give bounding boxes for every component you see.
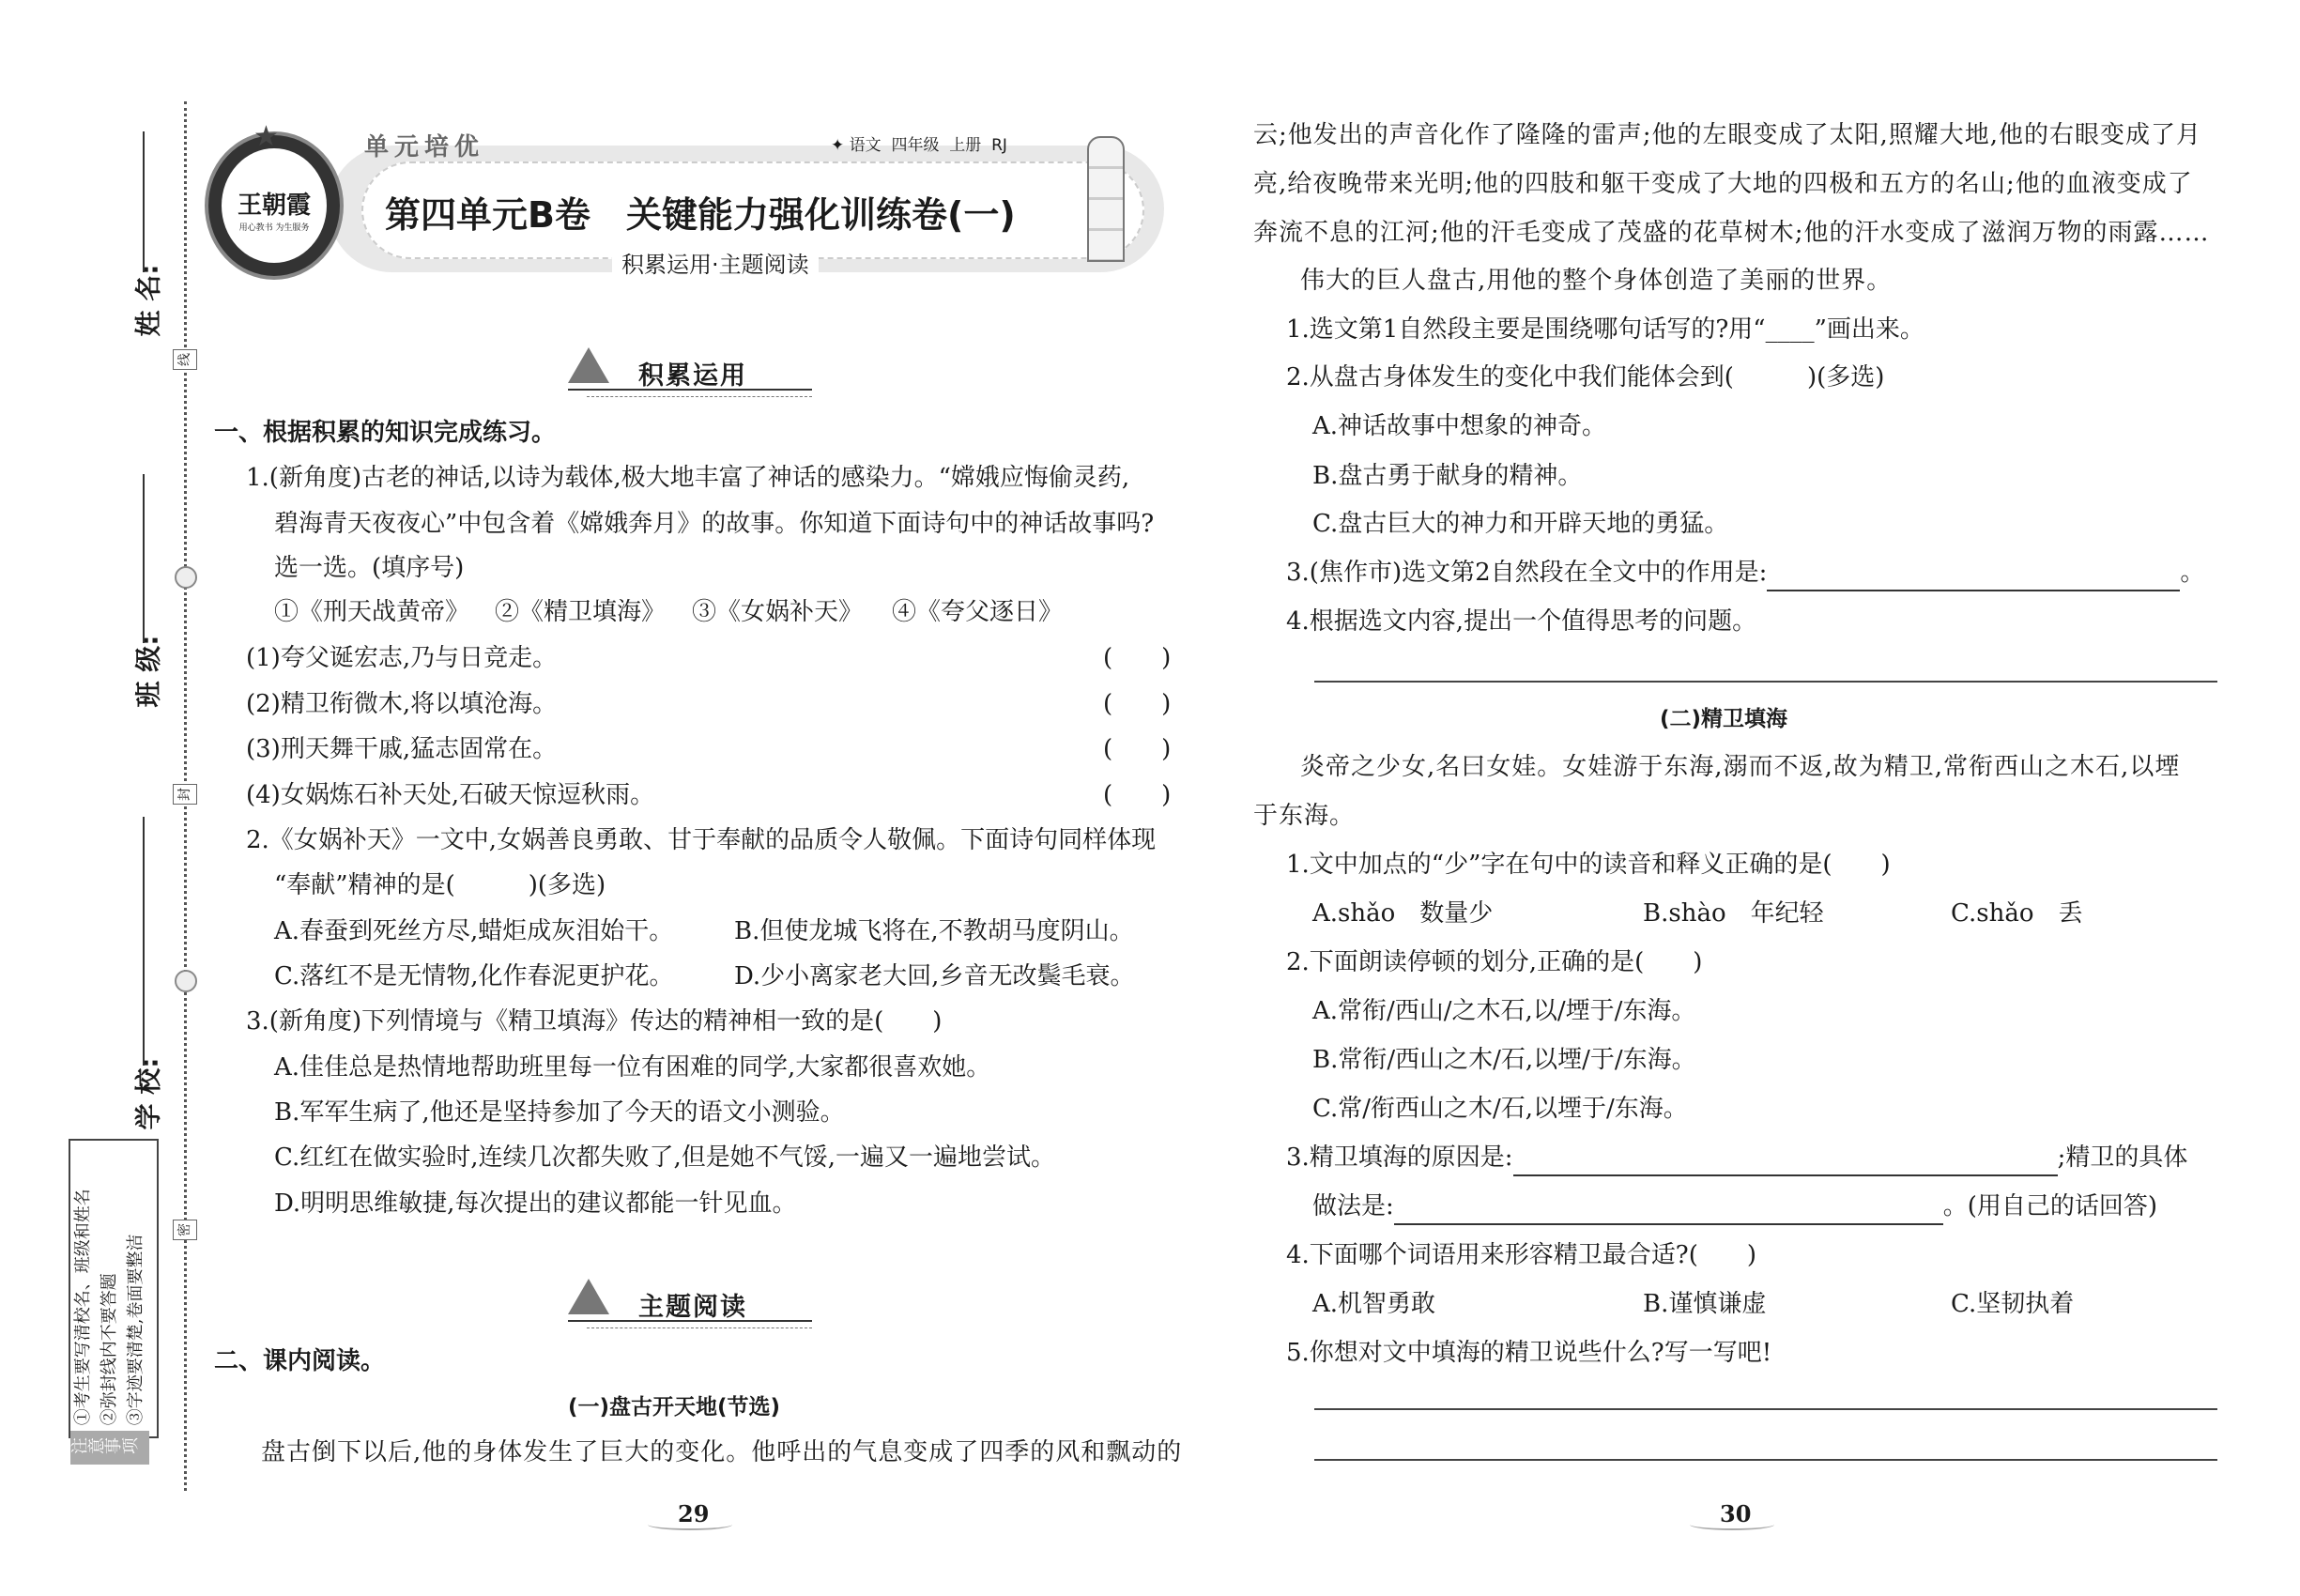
p2-q1: 1.文中加点的“少”字在句中的读音和释义正确的是( ) — [1286, 851, 1891, 879]
q3-option: B.军军生病了,他还是坚持参加了今天的语文小测验。 — [274, 1098, 845, 1127]
series-label: 单元培优 — [364, 133, 485, 161]
sailboat-icon — [568, 1279, 609, 1314]
q1-item: (1)夸父诞宏志,乃与日竞走。 — [246, 644, 558, 672]
q1-item: (2)精卫衔微木,将以填沧海。 — [246, 690, 558, 718]
page-ornament — [1690, 1519, 1774, 1530]
notice-item: ②弥封线内不要答题 — [100, 1273, 119, 1426]
answer-line[interactable] — [1314, 681, 2217, 683]
p2-q2-option: B.常衔/西山之木/石,以堙/于/东海。 — [1312, 1046, 1696, 1074]
answer-blank[interactable]: ( ) — [1103, 781, 1172, 809]
school-label: 学 校: — [132, 1057, 164, 1130]
passage1-text: 亮,给夜晚带来光明;他的四肢和躯干变成了大地的四极和五方的名山;他的血液变成了 — [1253, 170, 2193, 198]
brand-logo — [205, 131, 344, 280]
sparkle-icon: ✦ — [831, 136, 850, 155]
p2-q1-option: A.shǎo 数量少 — [1312, 899, 1494, 928]
name-field[interactable] — [143, 131, 145, 272]
page-subtitle: 积累运用·主题阅读 — [612, 246, 819, 279]
notice-item: ③字迹要清楚,卷面要整洁 — [126, 1234, 146, 1426]
page-title: 第四单元B卷 关键能力强化训练卷(一) — [385, 194, 1016, 236]
q2-text: 2.《女娲补天》一文中,女娲善良勇敢、甘于奉献的品质令人敬佩。下面诗句同样体现 — [246, 826, 1157, 854]
q3-text: 3.(新角度)下列情境与《精卫填海》传达的精神相一致的是( ) — [246, 1007, 943, 1036]
q2-option: A.春蚕到死丝方尽,蜡炬成灰泪始干。 — [274, 917, 674, 945]
seal-mark-xian: 线 — [173, 349, 197, 370]
q2-option: C.落红不是无情物,化作春泥更护花。 — [274, 962, 674, 990]
p2-q5: 5.你想对文中填海的精卫说些什么?写一写吧! — [1286, 1339, 1772, 1367]
q2-option: D.少小离家老大回,乡音无改鬓毛衰。 — [734, 962, 1135, 990]
binding-hole-icon — [175, 566, 197, 589]
answer-line[interactable] — [1513, 1146, 2058, 1176]
seal-mark-mi: 密 — [173, 1220, 197, 1240]
notice-box — [69, 1139, 159, 1457]
p2-q4-option: C.坚韧执着 — [1951, 1290, 2075, 1318]
passage1-text: 奔流不息的江河;他的汗毛变成了茂盛的花草树木;他的汗水变成了滋润万物的雨露…… — [1253, 219, 2210, 247]
passage2-text: 炎帝之少女,名曰女娃。女娃游于东海,溺而不返,故为精卫,常衔西山之木石,以堙 — [1300, 753, 2181, 781]
q3-option: C.红红在做实验时,连续几次都失败了,但是她不气馁,一遍又一遍地尝试。 — [274, 1143, 1056, 1172]
p2-q4-option: A.机智勇敢 — [1312, 1290, 1436, 1318]
q3-option: A.佳佳总是热情地帮助班里每一位有困难的同学,大家都很喜欢她。 — [274, 1053, 991, 1082]
q1-option: ③《女娲补天》 — [692, 598, 864, 626]
p1-q2: 2.从盘古身体发生的变化中我们能体会到( )(多选) — [1286, 363, 1885, 391]
p2-q4: 4.下面哪个词语用来形容精卫最合适?( ) — [1286, 1241, 1757, 1269]
passage2-text: 于东海。 — [1253, 802, 1356, 830]
answer-blank[interactable]: ( ) — [1103, 644, 1172, 672]
q1-option: ④《夸父逐日》 — [892, 598, 1064, 626]
page-number: 29 — [678, 1500, 710, 1527]
name-label: 姓 名: — [132, 264, 164, 337]
q2-option: B.但使龙城飞将在,不教胡马度阴山。 — [734, 917, 1134, 945]
p2-q3-cont: 做法是: 。(用自己的话回答) — [1312, 1188, 2157, 1225]
p1-q3: 3.(焦作市)选文第2自然段在全文中的作用是: 。 — [1286, 554, 2204, 591]
part2-heading: 二、课内阅读。 — [214, 1347, 386, 1375]
p2-q2-option: A.常衔/西山/之木石,以/堙于/东海。 — [1312, 997, 1696, 1025]
p2-q1-option: B.shào 年纪轻 — [1643, 899, 1824, 928]
binding-hole-icon — [175, 970, 197, 992]
answer-blank[interactable]: ( ) — [1103, 690, 1172, 718]
class-field[interactable] — [143, 474, 145, 643]
q1-text: 1.(新角度)古老的神话,以诗为载体,极大地丰富了神话的感染力。“嫦娥应悔偷灵药, — [246, 464, 1130, 492]
p2-q2-option: C.常/衔西山之木/石,以堙于/东海。 — [1312, 1095, 1688, 1123]
p1-q2-option: C.盘古巨大的神力和开辟天地的勇猛。 — [1312, 510, 1729, 538]
q1-item: (4)女娲炼石补天处,石破天惊逗秋雨。 — [246, 781, 655, 809]
p2-q4-option: B.谨慎谦虚 — [1643, 1290, 1767, 1318]
q3-option: D.明明思维敏捷,每次提出的建议都能一针见血。 — [274, 1189, 797, 1218]
answer-line[interactable] — [1767, 561, 2180, 591]
answer-blank[interactable]: ( ) — [1103, 735, 1172, 763]
class-label: 班 级: — [132, 635, 164, 708]
course-meta: ✦ 语文 四年级 上册 RJ — [831, 136, 1007, 155]
q1-option: ①《刑天战黄帝》 — [274, 598, 470, 626]
passage1-text: 云;他发出的声音化作了隆隆的雷声;他的左眼变成了太阳,照耀大地,他的右眼变成了月 — [1253, 121, 2202, 149]
answer-line[interactable] — [1314, 1459, 2217, 1461]
part1-heading: 一、根据积累的知识完成练习。 — [214, 419, 557, 447]
passage1-title: (一)盘古开天地(节选) — [568, 1395, 781, 1420]
q2-text: “奉献”精神的是( )(多选) — [274, 871, 606, 899]
q1-option: ②《精卫填海》 — [495, 598, 667, 626]
p1-q2-option: B.盘古勇于献身的精神。 — [1312, 462, 1583, 490]
passage1-text: 盘古倒下以后,他的身体发生了巨大的变化。他呼出的气息变成了四季的风和飘动的 — [261, 1438, 1183, 1466]
section-heading-reading: 主题阅读 — [568, 1279, 812, 1335]
page-number: 30 — [1720, 1500, 1752, 1527]
notice-title: 注意事项 — [70, 1431, 149, 1465]
sailboat-icon — [568, 347, 609, 383]
p2-q3: 3.精卫填海的原因是: ;精卫的具体 — [1286, 1139, 2187, 1176]
q1-item: (3)刑天舞干戚,猛志固常在。 — [246, 735, 558, 763]
p1-q4: 4.根据选文内容,提出一个值得思考的问题。 — [1286, 607, 1757, 636]
seal-mark-feng: 封 — [173, 784, 197, 805]
answer-line[interactable] — [1314, 1408, 2217, 1410]
p2-q1-option: C.shǎo 丢 — [1951, 899, 2083, 928]
p1-q1: 1.选文第1自然段主要是围绕哪句话写的?用“____”画出来。 — [1286, 315, 1924, 344]
q1-text: 选一选。(填序号) — [274, 554, 465, 582]
answer-line[interactable] — [1394, 1195, 1943, 1225]
school-field[interactable] — [143, 817, 145, 1066]
passage2-title: (二)精卫填海 — [1660, 707, 1788, 731]
section-heading-accumulation: 积累运用 — [568, 347, 812, 404]
p1-q2-option: A.神话故事中想象的神奇。 — [1312, 412, 1607, 440]
passage1-text: 伟大的巨人盘古,用他的整个身体创造了美丽的世界。 — [1300, 267, 1893, 295]
lighthouse-icon — [1087, 136, 1125, 262]
q1-text: 碧海青天夜夜心”中包含着《嫦娥奔月》的故事。你知道下面诗句中的神话故事吗? — [274, 510, 1155, 538]
brand-slogan: 用心教书 为生服务 — [238, 223, 310, 233]
brand-name: 王朝霞 — [237, 192, 311, 220]
notice-item: ①考生要写清校名、班级和姓名 — [73, 1189, 93, 1426]
star-icon: ★ — [253, 120, 279, 153]
page-ornament — [648, 1519, 732, 1530]
p2-q2: 2.下面朗读停顿的划分,正确的是( ) — [1286, 948, 1703, 976]
